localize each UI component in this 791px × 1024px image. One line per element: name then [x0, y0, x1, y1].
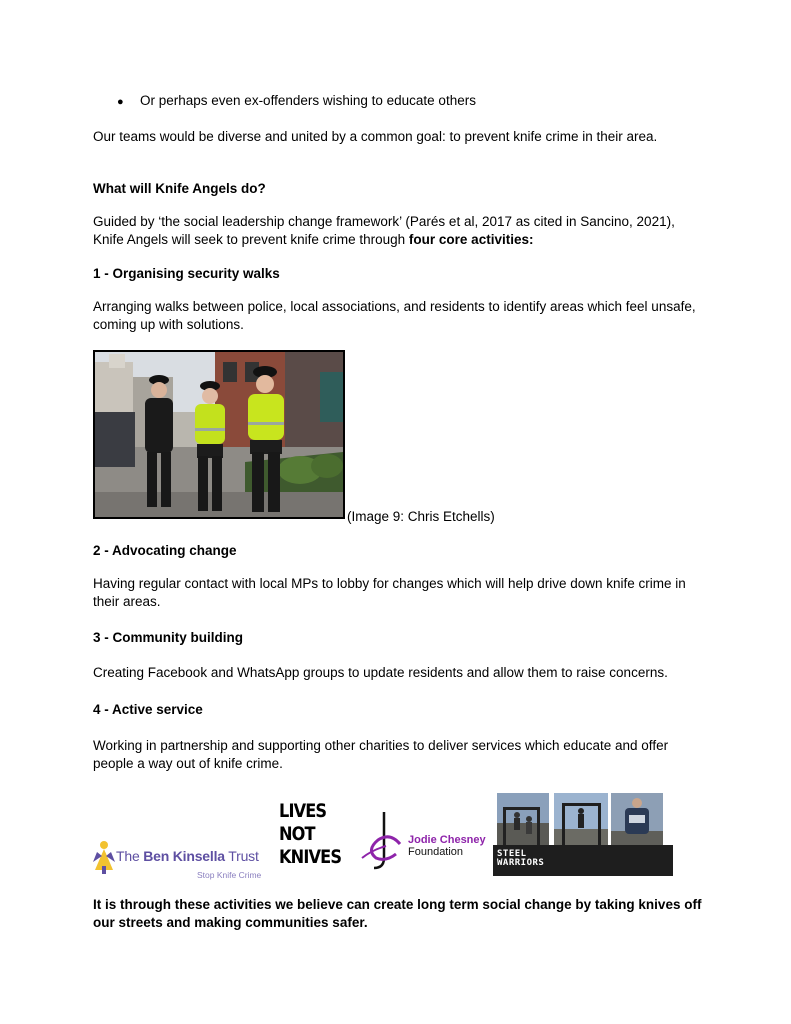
- bullet-dot: ●: [117, 96, 124, 108]
- lnk-line-3: KNIVES: [279, 846, 342, 868]
- jc-monogram-icon: [360, 810, 406, 872]
- ben-kinsella-trust-logo: [93, 838, 268, 878]
- gym-photo-illustration: [497, 793, 549, 845]
- steel-warriors-photo-3: [611, 793, 663, 845]
- ben-kinsella-title: [116, 847, 259, 865]
- gym-photo-illustration: [611, 793, 663, 845]
- activity-3-title: 3 - Community building: [93, 630, 243, 645]
- guided-bold: four core activities:: [408, 232, 534, 247]
- lnk-line-2: NOT: [279, 823, 315, 845]
- bk-suffix: Trust: [224, 848, 259, 864]
- steel-warriors-logo: [493, 793, 673, 876]
- sw-line-2: WARRIORS: [497, 858, 545, 868]
- jodie-chesney-foundation-logo: [360, 810, 495, 872]
- activity-2-title: 2 - Advocating change: [93, 543, 237, 558]
- guided-paragraph: [93, 213, 703, 249]
- jc-name: Jodie Chesney: [408, 834, 486, 846]
- bk-tagline: Stop Knife Crime: [197, 870, 262, 880]
- activity-1-desc: Arranging walks between police, local associations, and residents to identify areas which feel unsafe, coming up with solutions.: [93, 299, 696, 332]
- police-patrol-photo: [93, 350, 345, 519]
- activity-1-title: 1 - Organising security walks: [93, 266, 280, 281]
- lnk-line-1: LIVES: [279, 800, 327, 822]
- police-officers-illustration: [95, 352, 343, 517]
- bullet-text: Or perhaps even ex-offenders wishing to educate others: [140, 93, 476, 108]
- steel-warriors-label: [497, 850, 544, 868]
- guided-text: Guided by ‘the social leadership change framework’ (Parés et al, 2017 as cited in Sancino, 2021), Knife Angels will seek to prevent knife crime through: [93, 214, 675, 247]
- section-heading: What will Knife Angels do?: [93, 181, 266, 196]
- intro-paragraph: Our teams would be diverse and united by a common goal: to prevent knife crime in their area.: [93, 129, 658, 144]
- activity-4-title: 4 - Active service: [93, 702, 203, 717]
- jc-sub: Foundation: [408, 846, 464, 858]
- activity-3-desc: Creating Facebook and WhatsApp groups to update residents and allow them to raise concerns.: [93, 665, 668, 680]
- activity-4-desc: Working in partnership and supporting other charities to deliver services which educate and offer people a way out of knife crime.: [93, 738, 669, 771]
- bk-name: Ben Kinsella: [143, 848, 225, 864]
- gym-photo-illustration: [554, 793, 608, 845]
- sw-line-1: STEEL: [497, 849, 527, 859]
- lives-not-knives-logo: [279, 800, 342, 869]
- activity-2-desc: Having regular contact with local MPs to lobby for changes which will help drive down knife crime in their areas.: [93, 576, 686, 609]
- angel-figure-icon: [93, 840, 115, 876]
- steel-warriors-photo-2: [554, 793, 608, 845]
- bk-prefix: The: [116, 848, 144, 864]
- photo-caption: (Image 9: Chris Etchells): [347, 509, 495, 524]
- conclusion-paragraph: It is through these activities we believe can create long term social change by taking knives off our streets and making communities safer.: [93, 897, 702, 930]
- steel-warriors-photo-1: [497, 793, 549, 845]
- steel-warriors-banner: [493, 845, 673, 876]
